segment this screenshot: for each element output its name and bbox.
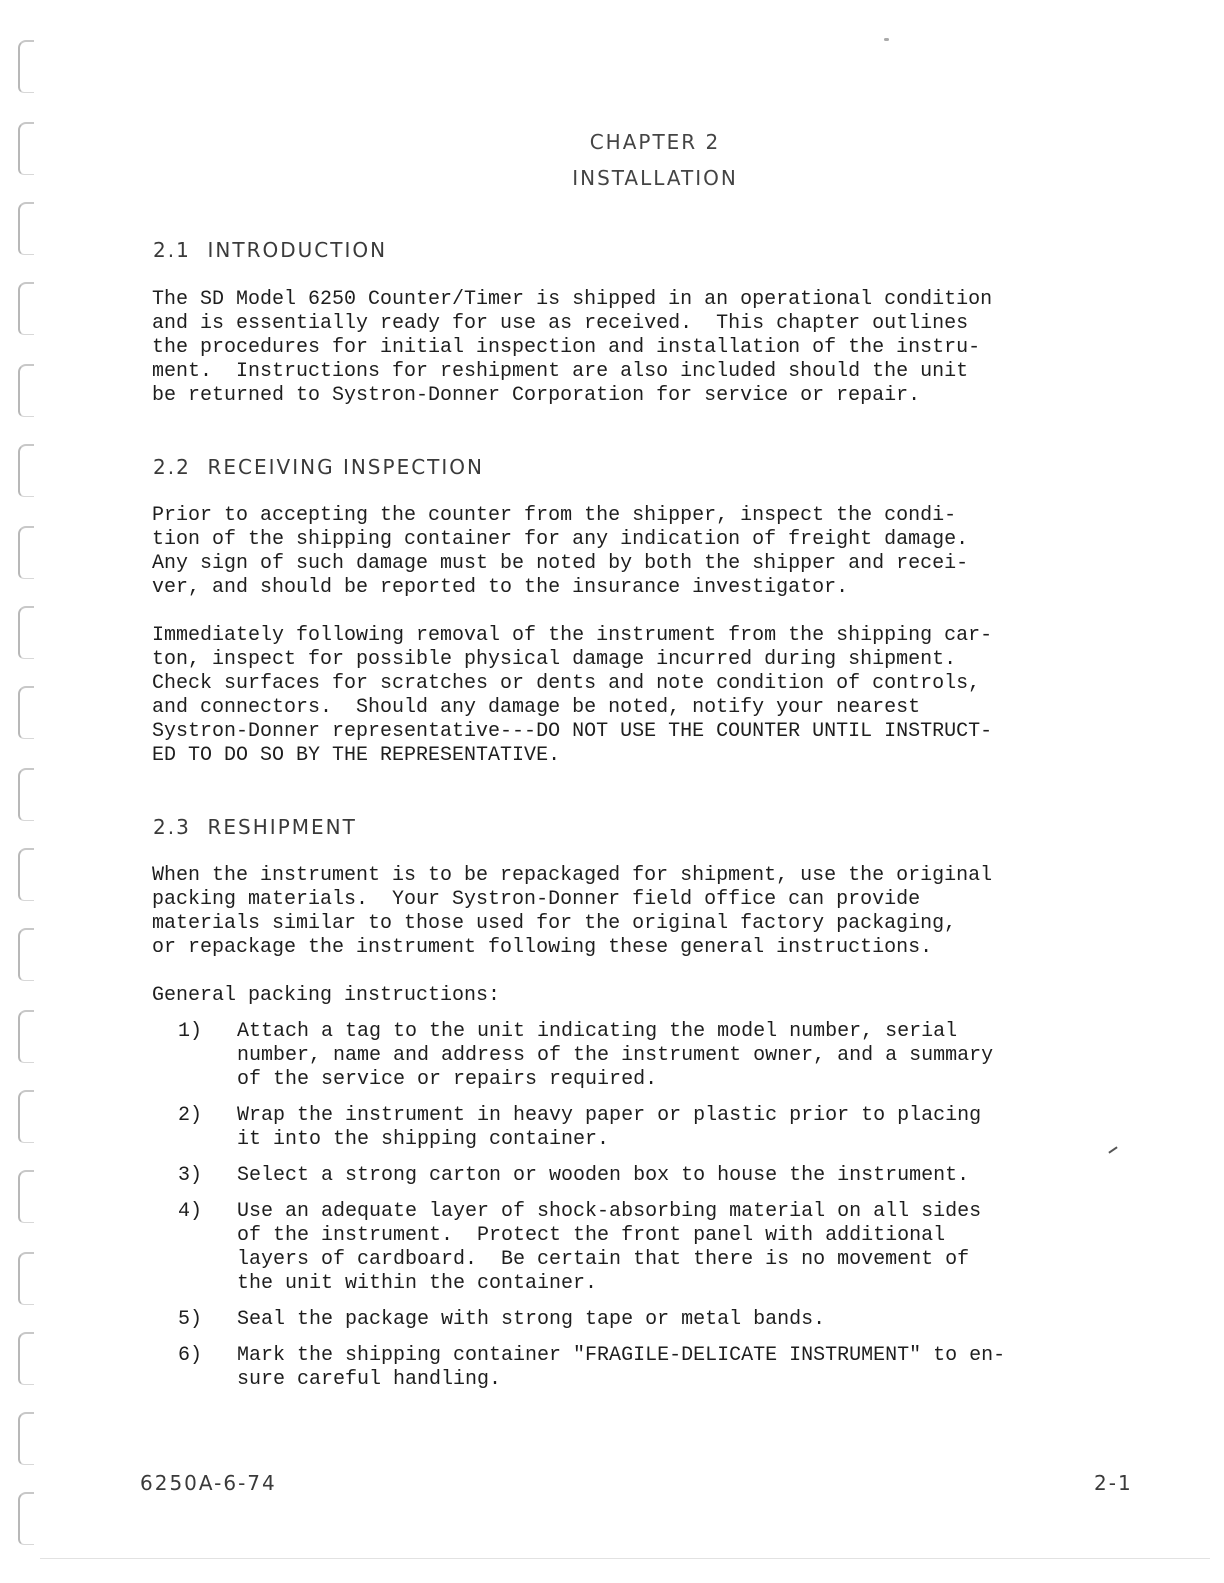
list-item-text: Attach a tag to the unit indicating the model number, serial number, name and address of the instrument owner, and a summary of the service or repairs required.: [237, 1020, 994, 1091]
section-heading-reshipment: 2.3 RESHIPMENT: [153, 815, 357, 839]
list-item-number: 4): [178, 1200, 203, 1223]
list-item-number: 6): [178, 1344, 203, 1367]
receiving-inspection-paragraph-1: Prior to accepting the counter from the shipper, inspect the condi- tion of the shipping container for any indication of freight damage. Any sign of such damage must be noted by both the shipper and recei- ver, and should be reported to the insurance investigator.: [152, 504, 969, 599]
introduction-paragraph: The SD Model 6250 Counter/Timer is shipped in an operational condition and is essentially ready for use as received. This chapter outlines the procedures for initial inspection and installation of the instru- ment. Instructions for reshipment are also included should the unit be returned to Systron-Donner Corporation for service or repair.: [152, 288, 993, 407]
binder-hole-marks: [14, 30, 38, 1550]
list-item-text: Select a strong carton or wooden box to house the instrument.: [237, 1164, 970, 1187]
document-code: 6250A-6-74: [140, 1471, 277, 1495]
list-item-number: 2): [178, 1104, 203, 1127]
list-item-text: Seal the package with strong tape or metal bands.: [237, 1308, 826, 1331]
packing-instructions-label: General packing instructions:: [152, 984, 501, 1007]
chapter-number: CHAPTER 2: [589, 130, 721, 154]
list-item-number: 3): [178, 1164, 203, 1187]
section-heading-introduction: 2.1 INTRODUCTION: [153, 238, 388, 262]
list-item-text: Wrap the instrument in heavy paper or plastic prior to placing it into the shipping container.: [237, 1104, 982, 1151]
reshipment-paragraph: When the instrument is to be repackaged for shipment, use the original packing materials. Your Systron-Donner field office can provide materials similar to those used for the original factory packaging, or repackage the instrument following these general instructions.: [152, 864, 993, 959]
scan-speck: [884, 38, 889, 41]
list-item-number: 1): [178, 1020, 203, 1043]
receiving-inspection-paragraph-2: Immediately following removal of the instrument from the shipping car- ton, inspect for possible physical damage incurred during shipment. Check surfaces for scratches or dents and note condition of controls, and connectors. Should any damage be noted, notify your nearest Systron-Donner representative---DO NOT USE THE COUNTER UNTIL INSTRUCT- ED TO DO SO BY THE REPRESENTATIVE.: [152, 624, 993, 767]
list-item-number: 5): [178, 1308, 203, 1331]
page-bottom-edge: [40, 1558, 1210, 1559]
list-item-text: Use an adequate layer of shock-absorbing material on all sides of the instrument. Protect the front panel with additional layers of cardboard. Be certain that there is no movement of the unit within the container.: [237, 1200, 982, 1295]
page-number: 2-1: [1094, 1471, 1133, 1495]
chapter-title: INSTALLATION: [572, 166, 738, 190]
section-heading-receiving-inspection: 2.2 RECEIVING INSPECTION: [153, 455, 484, 479]
list-item-text: Mark the shipping container "FRAGILE-DELICATE INSTRUMENT" to en- sure careful handling.: [237, 1344, 1006, 1391]
